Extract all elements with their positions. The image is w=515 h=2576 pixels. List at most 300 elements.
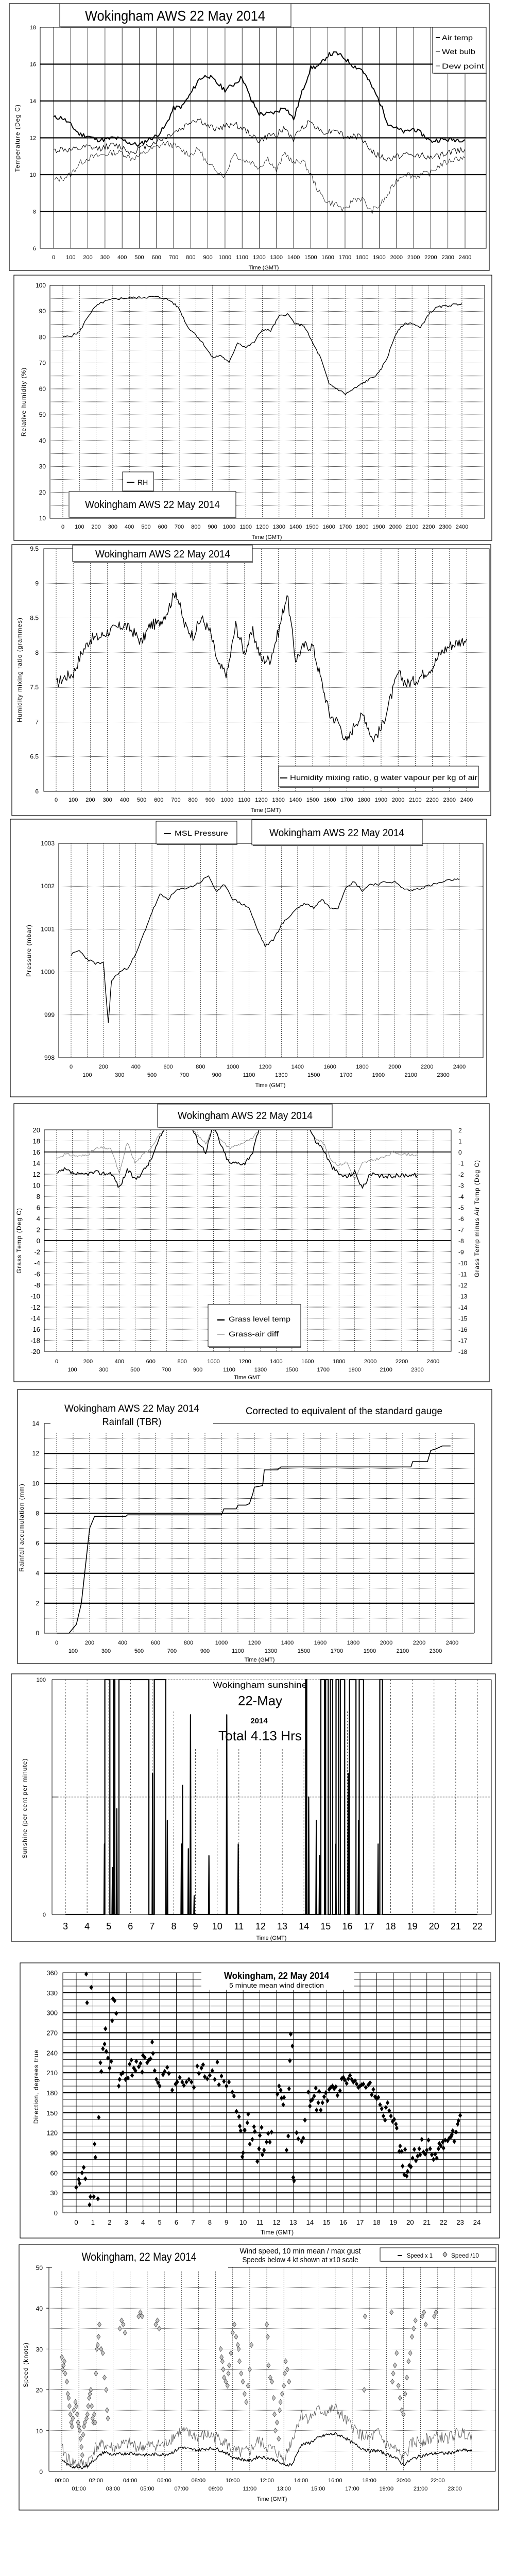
right-y-tick-label: -9 — [458, 1248, 464, 1256]
y-tick-label: 8 — [36, 1510, 39, 1517]
panel-border — [11, 1674, 495, 1941]
x-tick-label: 400 — [119, 797, 130, 803]
x-tick-label: 1200 — [255, 797, 268, 803]
y-axis-label: Relative humidity (%) — [20, 367, 27, 437]
right-y-tick-label: -13 — [458, 1293, 468, 1300]
mixing-ratio-panel — [12, 545, 491, 816]
y-tick-label: 998 — [44, 1054, 55, 1061]
x-tick-label: 100 — [67, 1367, 77, 1373]
x-tick-label: 02:00 — [89, 2478, 104, 2484]
y-tick-label: -14 — [30, 1314, 40, 1323]
x-tick-label: 1800 — [357, 797, 370, 803]
legend-mixing-ratio: Humidity mixing ratio, g water vapour per kg of air — [290, 773, 478, 782]
y-tick-label: -6 — [34, 1270, 40, 1278]
right-y-tick-label: -16 — [458, 1326, 468, 1333]
chart-title: Wokingham, 22 May 2014 — [81, 2250, 197, 2263]
x-tick-label: 2300 — [441, 255, 454, 261]
x-tick-label: 21 — [423, 2218, 431, 2226]
x-tick-label: 10 — [239, 2218, 247, 2226]
y-tick-label: 10 — [29, 172, 36, 178]
x-tick-label: 400 — [131, 1064, 141, 1070]
legend — [208, 1304, 301, 1347]
x-tick-label: 8 — [208, 2218, 212, 2226]
x-axis-label: Time (GMT) — [248, 265, 279, 271]
x-tick-label: 1000 — [215, 1640, 228, 1646]
x-tick-label: 200 — [85, 797, 95, 803]
x-tick-label: 1000 — [226, 1064, 239, 1070]
x-tick-label: 700 — [167, 1648, 177, 1654]
x-tick-label: 1000 — [220, 797, 234, 803]
x-tick-label: 04:00 — [123, 2478, 138, 2484]
x-axis-label: Time (GMT) — [256, 2496, 287, 2502]
y-tick-label: 0 — [36, 1237, 40, 1245]
x-tick-label: 1300 — [272, 524, 286, 530]
y-tick-label: 14 — [29, 98, 36, 105]
x-tick-label: 1300 — [254, 1367, 267, 1373]
pressure-panel — [10, 819, 487, 1097]
legend-pressure: MSL Pressure — [175, 829, 229, 837]
legend-box — [208, 1304, 301, 1347]
x-tick-label: 3 — [124, 2218, 128, 2226]
x-tick-label: 1200 — [256, 524, 269, 530]
x-tick-label: 01:00 — [72, 2486, 86, 2492]
x-axis-label: Time (GMT) — [250, 807, 281, 814]
x-tick-label: 6 — [128, 1921, 133, 1931]
x-tick-label: 800 — [191, 524, 201, 530]
rainfall-panel — [18, 1389, 492, 1664]
x-tick-label: 07:00 — [174, 2486, 188, 2492]
x-tick-label: 100 — [82, 1072, 92, 1078]
y-tick-label: -10 — [30, 1292, 40, 1300]
x-tick-label: 900 — [212, 1072, 221, 1078]
x-tick-label: 0 — [52, 255, 56, 261]
x-tick-label: 1300 — [264, 1648, 278, 1654]
y-tick-label: 0 — [36, 1630, 39, 1637]
right-y-tick-label: -5 — [458, 1204, 464, 1212]
x-tick-label: 700 — [171, 797, 181, 803]
x-tick-label: 5 — [106, 1921, 112, 1931]
x-tick-label: 1400 — [287, 255, 300, 261]
y-tick-label: 6 — [35, 788, 39, 795]
chart-title: Wokingham AWS 22 May 2014 — [64, 1403, 200, 1414]
legend — [123, 472, 153, 491]
x-tick-label: 19 — [389, 2218, 398, 2226]
x-tick-label: 1700 — [317, 1367, 330, 1373]
x-tick-label: 9 — [193, 1921, 198, 1931]
x-tick-label: 1200 — [253, 255, 266, 261]
x-tick-label: 7 — [191, 2218, 195, 2226]
x-tick-label: 12 — [272, 2218, 281, 2226]
panel-border — [10, 819, 487, 1097]
x-tick-label: 1700 — [339, 524, 352, 530]
x-tick-label: 2400 — [458, 255, 472, 261]
x-tick-label: 7 — [149, 1921, 155, 1931]
y-tick-label: 50 — [39, 411, 46, 419]
x-tick-label: 1300 — [275, 1072, 288, 1078]
x-tick-label: 06:00 — [157, 2478, 171, 2484]
x-tick-label: 700 — [174, 524, 184, 530]
y-tick-label: 90 — [50, 2149, 58, 2157]
x-tick-label: 5 — [158, 2218, 162, 2226]
panel-border — [18, 1389, 492, 1664]
x-tick-label: 16:00 — [328, 2478, 342, 2484]
x-tick-label: 2200 — [413, 1640, 426, 1646]
x-tick-label: 09:00 — [208, 2486, 223, 2492]
y-tick-label: 80 — [39, 333, 46, 341]
x-tick-label: 1500 — [307, 1072, 320, 1078]
y-tick-label: 0 — [39, 2468, 43, 2476]
x-tick-label: 17:00 — [345, 2486, 359, 2492]
x-tick-label: 2300 — [437, 1072, 450, 1078]
x-tick-label: 500 — [147, 1072, 157, 1078]
x-tick-label: 200 — [98, 1064, 109, 1070]
right-y-tick-label: -3 — [458, 1182, 464, 1190]
x-tick-label: 1500 — [306, 524, 319, 530]
y-axis-label: Rainfall accumulation (mm) — [18, 1483, 25, 1572]
x-tick-label: 2200 — [424, 255, 437, 261]
y-tick-label: 90 — [39, 308, 46, 315]
y-tick-label: 9 — [35, 580, 39, 587]
x-tick-label: 4 — [84, 1921, 90, 1931]
x-tick-label: 17 — [364, 1921, 374, 1931]
x-tick-label: 1100 — [223, 1367, 235, 1373]
right-y-tick-label: 1 — [458, 1138, 462, 1145]
y-tick-label: 8 — [35, 649, 39, 656]
y-tick-label: 14 — [32, 1159, 40, 1167]
x-tick-label: 2400 — [426, 1359, 440, 1365]
grass-temp-panel — [14, 1104, 489, 1382]
chart-year: 2014 — [250, 1717, 268, 1725]
x-tick-label: 300 — [115, 1072, 125, 1078]
chart-title: Wokingham AWS 22 May 2014 — [85, 499, 220, 511]
y-tick-label: 210 — [46, 2069, 58, 2077]
y-tick-label: 100 — [36, 1677, 46, 1683]
x-tick-label: 8 — [171, 1921, 177, 1931]
chart-title: Wokingham AWS 22 May 2014 — [269, 827, 404, 839]
x-tick-label: 1000 — [207, 1359, 220, 1365]
x-tick-label: 600 — [146, 1359, 156, 1365]
x-tick-label: 19 — [407, 1921, 418, 1931]
y-tick-label: 1001 — [41, 925, 55, 933]
x-tick-label: 500 — [141, 524, 151, 530]
y-tick-label: -4 — [34, 1259, 40, 1267]
x-tick-label: 2100 — [404, 1072, 417, 1078]
x-tick-label: 2100 — [407, 255, 420, 261]
y-tick-label: 6 — [36, 1539, 39, 1547]
y-tick-label: -18 — [30, 1336, 40, 1345]
x-tick-label: 18 — [385, 1921, 396, 1931]
y-tick-label: 8.5 — [30, 614, 39, 622]
right-y-tick-label: -15 — [458, 1315, 468, 1323]
x-tick-label: 300 — [101, 1648, 111, 1654]
x-tick-label: 13:00 — [277, 2486, 291, 2492]
x-tick-label: 9 — [225, 2218, 229, 2226]
x-tick-label: 500 — [136, 797, 147, 803]
x-tick-label: 2100 — [405, 524, 419, 530]
x-tick-label: 1900 — [372, 524, 385, 530]
right-y-tick-label: -7 — [458, 1226, 464, 1234]
x-tick-label: 2 — [108, 2218, 112, 2226]
y-tick-label: 360 — [46, 1969, 58, 1977]
x-tick-label: 22:00 — [431, 2478, 445, 2484]
x-tick-label: 400 — [114, 1359, 125, 1365]
x-tick-label: 1600 — [322, 524, 335, 530]
x-tick-label: 1000 — [222, 524, 236, 530]
y-tick-label: 30 — [39, 463, 46, 470]
x-tick-label: 100 — [68, 797, 78, 803]
x-tick-label: 13 — [289, 2218, 297, 2226]
y-tick-label: 7 — [35, 718, 39, 726]
x-tick-label: 22 — [439, 2218, 448, 2226]
y-tick-label: 0 — [54, 2209, 58, 2217]
x-tick-label: 0 — [74, 2218, 78, 2226]
y-tick-label: 40 — [36, 2305, 43, 2313]
right-y-tick-label: -6 — [458, 1215, 464, 1223]
y-tick-label: 12 — [32, 1450, 39, 1458]
x-tick-label: 900 — [203, 255, 213, 261]
right-y-tick-label: -2 — [458, 1171, 464, 1178]
x-tick-label: 300 — [108, 524, 118, 530]
y-tick-label: 10 — [39, 515, 46, 522]
x-tick-label: 1700 — [338, 255, 352, 261]
x-tick-label: 1400 — [289, 524, 302, 530]
panel-border — [9, 4, 489, 270]
x-tick-label: 2300 — [429, 1648, 442, 1654]
x-tick-label: 800 — [177, 1359, 187, 1365]
y-tick-label: 16 — [29, 61, 36, 68]
x-tick-label: 700 — [179, 1072, 190, 1078]
y-tick-label: 300 — [46, 2009, 58, 2017]
x-tick-label: 19:00 — [379, 2486, 394, 2492]
x-tick-label: 500 — [134, 1648, 144, 1654]
x-tick-label: 1100 — [239, 524, 252, 530]
chart-subtitle-1: Wind speed, 10 min mean / max gust — [239, 2247, 362, 2256]
x-tick-label: 1600 — [321, 255, 334, 261]
x-axis-label: Time GMT — [234, 1375, 261, 1381]
x-tick-label: 2000 — [380, 1640, 393, 1646]
x-tick-label: 600 — [163, 1064, 173, 1070]
right-y-tick-label: 0 — [458, 1149, 462, 1156]
x-tick-label: 1600 — [314, 1640, 327, 1646]
x-tick-label: 1800 — [356, 1064, 369, 1070]
x-tick-label: 10 — [212, 1921, 222, 1931]
x-tick-label: 300 — [102, 797, 112, 803]
chart-subtitle-2: Speeds below 4 kt shown at x10 scale — [242, 2256, 358, 2264]
x-tick-label: 12 — [255, 1921, 266, 1931]
x-tick-label: 800 — [196, 1064, 205, 1070]
x-tick-label: 1500 — [304, 255, 317, 261]
legend — [380, 2248, 496, 2262]
x-tick-label: 2100 — [380, 1367, 392, 1373]
x-tick-label: 1800 — [333, 1359, 346, 1365]
sunshine-total: Total 4.13 Hrs — [218, 1728, 302, 1743]
x-tick-label: 2300 — [443, 797, 456, 803]
x-tick-label: 900 — [205, 797, 215, 803]
y-tick-label: -16 — [30, 1326, 40, 1333]
x-tick-label: 20 — [428, 1921, 439, 1931]
x-tick-label: 14 — [299, 1921, 310, 1931]
x-tick-label: 1700 — [330, 1648, 344, 1654]
y-axis-label: Temperature (Deg C) — [14, 104, 21, 172]
x-tick-label: 6 — [174, 2218, 179, 2226]
y-tick-label: 60 — [39, 385, 46, 393]
chart-subtitle: 5 minute mean wind direction — [229, 1981, 324, 1989]
legend — [279, 766, 479, 787]
x-tick-label: 1700 — [339, 1072, 353, 1078]
x-tick-label: 700 — [168, 255, 179, 261]
x-tick-label: 03:00 — [106, 2486, 121, 2492]
right-y-tick-label: -4 — [458, 1193, 464, 1200]
x-tick-label: 1500 — [285, 1367, 299, 1373]
x-tick-label: 2100 — [409, 797, 422, 803]
x-tick-label: 1900 — [372, 1072, 385, 1078]
x-axis-label: Time (GMT) — [244, 1657, 275, 1663]
x-tick-label: 600 — [150, 1640, 161, 1646]
y-tick-label: 150 — [46, 2109, 58, 2117]
y-axis-label: Pressure (mbar) — [25, 924, 32, 977]
x-tick-label: 1600 — [323, 1064, 336, 1070]
x-tick-label: 12:00 — [260, 2478, 274, 2484]
x-tick-label: 500 — [130, 1367, 140, 1373]
legend — [433, 27, 487, 74]
x-tick-label: 2000 — [390, 255, 403, 261]
x-tick-label: 2000 — [388, 1064, 401, 1070]
x-tick-label: 500 — [134, 255, 144, 261]
right-y-axis-label: Grass Temp minus Air Temp (Deg C) — [473, 1160, 480, 1277]
x-tick-label: 18:00 — [362, 2478, 376, 2484]
x-tick-label: 0 — [61, 524, 65, 530]
chart-note: Corrected to equivalent of the standard gauge — [246, 1406, 442, 1417]
x-tick-label: 15 — [323, 2218, 331, 2226]
y-tick-label: 12 — [29, 135, 36, 142]
x-axis-label: Time (GMT) — [251, 534, 282, 540]
x-tick-label: 2000 — [389, 524, 402, 530]
y-tick-label: 270 — [46, 2029, 58, 2037]
humidity-panel — [14, 275, 492, 540]
x-tick-label: 900 — [193, 1367, 203, 1373]
y-tick-label: -12 — [30, 1303, 40, 1311]
x-tick-label: 200 — [83, 255, 93, 261]
right-y-tick-label: -14 — [458, 1304, 468, 1311]
x-tick-label: 100 — [66, 255, 76, 261]
x-tick-label: 2400 — [453, 1064, 466, 1070]
x-tick-label: 1300 — [272, 797, 285, 803]
legend-speed-x1: Speed x 1 — [407, 2252, 433, 2259]
y-tick-label: 1002 — [41, 883, 55, 890]
y-axis-label: Grass Temp (Deg C) — [15, 1208, 23, 1274]
legend — [156, 821, 237, 844]
y-tick-label: 12 — [32, 1171, 40, 1178]
y-tick-label: 20 — [36, 2386, 43, 2394]
y-tick-label: 0 — [42, 1912, 46, 1918]
x-tick-label: 1900 — [374, 797, 388, 803]
x-tick-label: 2100 — [396, 1648, 409, 1654]
y-tick-label: 10 — [32, 1480, 39, 1487]
x-tick-label: 1100 — [232, 1648, 244, 1654]
chart-title: Wokingham AWS 22 May 2014 — [95, 549, 230, 560]
legend-rh: RH — [138, 478, 148, 486]
x-tick-label: 200 — [83, 1359, 93, 1365]
x-tick-label: 00:00 — [55, 2478, 69, 2484]
temperature-panel — [9, 4, 489, 271]
y-tick-label: 4 — [36, 1215, 40, 1223]
y-tick-label: 240 — [46, 2049, 58, 2057]
y-tick-label: 1000 — [41, 968, 55, 976]
right-y-tick-label: 2 — [458, 1127, 462, 1134]
y-tick-label: 20 — [32, 1126, 40, 1134]
y-tick-label: 8 — [32, 209, 36, 215]
right-y-tick-label: -11 — [458, 1270, 467, 1278]
x-tick-label: 2000 — [391, 797, 405, 803]
x-tick-label: 23 — [456, 2218, 464, 2226]
y-tick-label: 18 — [32, 1137, 40, 1145]
x-tick-label: 2200 — [426, 797, 439, 803]
x-tick-label: 1500 — [297, 1648, 311, 1654]
chart-date: 22-May — [238, 1693, 282, 1708]
x-tick-label: 11 — [234, 1921, 244, 1931]
x-tick-label: 11 — [256, 2218, 264, 2226]
x-tick-label: 100 — [75, 524, 84, 530]
right-y-tick-label: -18 — [458, 1348, 468, 1355]
chart-subtitle: Rainfall (TBR) — [102, 1417, 162, 1428]
x-tick-label: 22 — [472, 1921, 483, 1931]
sunshine-panel — [11, 1674, 495, 1941]
y-tick-label: 40 — [39, 437, 46, 445]
y-tick-label: 10 — [36, 2427, 43, 2435]
right-y-tick-label: -10 — [458, 1260, 468, 1267]
y-tick-label: -8 — [34, 1281, 40, 1289]
legend-air-temp: Air temp — [442, 33, 473, 42]
x-tick-label: 300 — [100, 255, 110, 261]
x-tick-label: 17 — [356, 2218, 364, 2226]
x-tick-label: 0 — [55, 1640, 59, 1646]
y-tick-label: 2 — [36, 1226, 40, 1234]
x-axis-label: Time (GMT) — [255, 1082, 286, 1089]
x-tick-label: 1600 — [301, 1359, 314, 1365]
y-axis-label: Direction, degrees true — [32, 2049, 40, 2124]
y-axis-label: Speed (knots) — [22, 2342, 29, 2387]
x-tick-label: 2200 — [395, 1359, 408, 1365]
x-tick-label: 20 — [406, 2218, 414, 2226]
legend-speed-div10: Speed /10 — [451, 2252, 479, 2259]
y-tick-label: 9.5 — [30, 545, 39, 552]
x-tick-label: 2300 — [439, 524, 452, 530]
x-tick-label: 1900 — [373, 255, 386, 261]
x-tick-label: 20:00 — [396, 2478, 411, 2484]
x-tick-label: 900 — [208, 524, 217, 530]
y-tick-label: 7.5 — [30, 684, 39, 691]
right-y-tick-label: -8 — [458, 1238, 464, 1245]
x-tick-label: 900 — [200, 1648, 210, 1654]
x-tick-label: 400 — [117, 255, 127, 261]
x-tick-label: 800 — [188, 797, 198, 803]
chart-title: Wokingham, 22 May 2014 — [224, 1971, 329, 1981]
x-tick-label: 21 — [450, 1921, 461, 1931]
chart-title: Wokingham sunshine — [213, 1680, 307, 1690]
x-tick-label: 23:00 — [448, 2486, 462, 2492]
y-tick-label: 70 — [39, 359, 46, 367]
x-tick-label: 1800 — [347, 1640, 360, 1646]
y-tick-label: 8 — [36, 1193, 40, 1200]
x-tick-label: 1900 — [363, 1648, 376, 1654]
x-tick-label: 11:00 — [243, 2486, 257, 2492]
x-tick-label: 200 — [91, 524, 101, 530]
wind-direction-panel — [20, 1963, 500, 2238]
x-tick-label: 400 — [124, 524, 134, 530]
y-tick-label: 120 — [46, 2129, 58, 2137]
x-tick-label: 0 — [54, 797, 58, 803]
y-tick-label: -2 — [34, 1248, 40, 1256]
